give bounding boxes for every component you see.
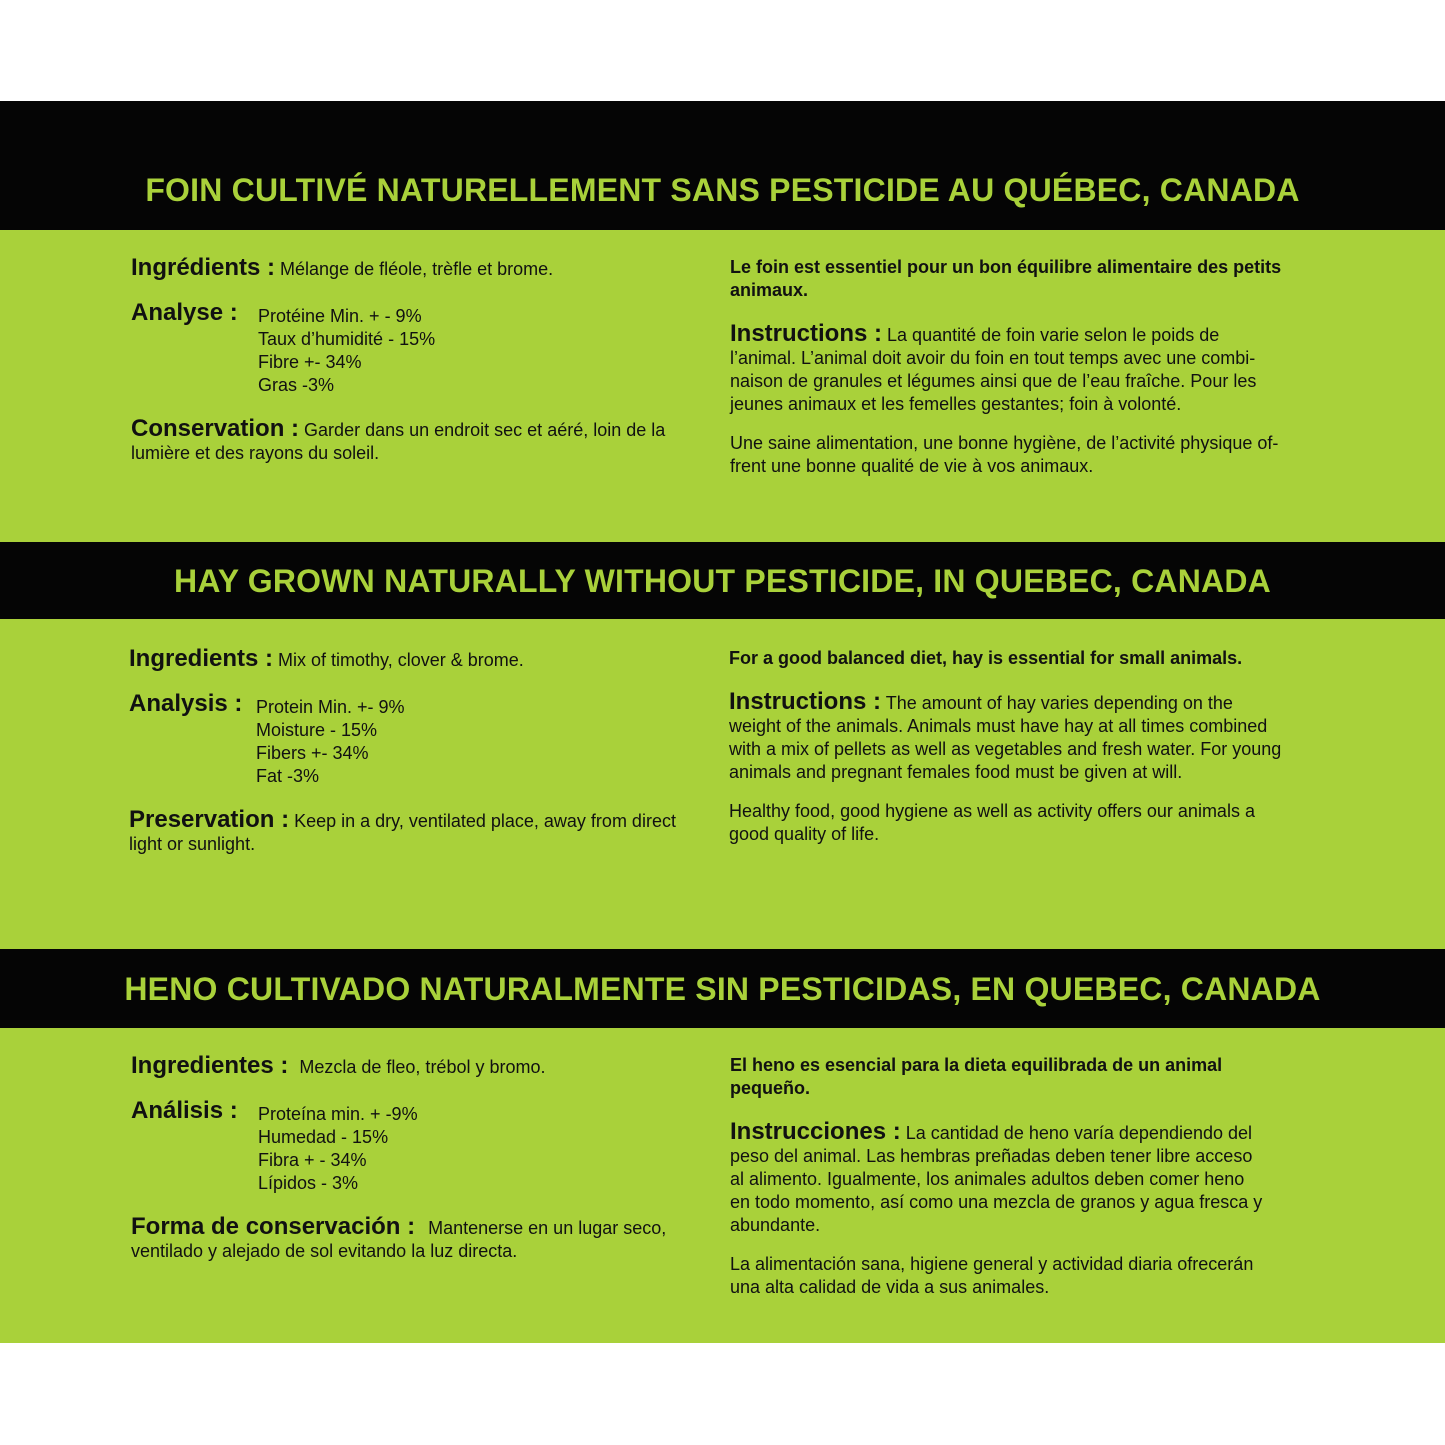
analysis-label: Análisis : — [131, 1097, 238, 1124]
analysis-list — [258, 305, 435, 397]
right-column-es — [730, 1054, 1330, 1299]
closing-line: Healthy food, good hygiene as well as activity offers our animals a — [729, 801, 1255, 821]
instructions-line: peso del animal. Las hembras preñadas deben tener libre acceso — [730, 1146, 1253, 1166]
ingredients-label: Ingredientes : — [131, 1052, 289, 1079]
intro-text — [730, 256, 1330, 302]
conservation-text: light or sunlight. — [129, 834, 256, 854]
intro-line: El heno es esencial para la dieta equilibrada de un animal — [730, 1055, 1223, 1075]
left-column-es — [131, 1054, 711, 1263]
analysis-list — [256, 696, 405, 788]
analysis-label: Analysis : — [129, 690, 243, 717]
ingredients-row — [131, 1054, 711, 1079]
instructions-line: en todo momento, así como una mezcla de granos y agua fresca y — [730, 1192, 1263, 1212]
ingredients-text: Mélange de fléole, trèfle et brome. — [280, 259, 554, 279]
analysis-item: Fibre +- 34% — [258, 352, 362, 372]
instructions-line: al alimento. Igualmente, los animales adultos deben comer heno — [730, 1169, 1245, 1189]
ingredients-row — [131, 256, 711, 281]
analysis-item: Moisture - 15% — [256, 720, 378, 740]
closing-line: una alta calidad de vida a sus animales. — [730, 1277, 1050, 1297]
intro-text — [730, 1054, 1330, 1100]
closing-line: frent une bonne qualité de vie à vos animaux. — [730, 456, 1094, 476]
instructions-line: jeunes animaux et les femelles gestantes; foin à volonté. — [730, 394, 1182, 414]
conservation-row — [131, 1215, 711, 1263]
instructions-text: La cantidad de heno varía dependiendo del — [905, 1123, 1253, 1143]
conservation-text: ventilado y alejado de sol evitando la luz directa. — [131, 1241, 518, 1261]
instructions-line: animals and pregnant females food must be given at will. — [729, 762, 1183, 782]
ingredients-row — [129, 647, 719, 672]
instructions-line: with a mix of pellets as well as vegetables and fresh water. For young — [729, 739, 1282, 759]
closing-line: Une saine alimentation, une bonne hygiène, de l’activité physique of- — [730, 433, 1279, 453]
conservation-label: Forma de conservación : — [131, 1213, 416, 1240]
instructions-block — [730, 1120, 1330, 1237]
conservation-text: Mantenerse en un lugar seco, — [428, 1218, 667, 1238]
analysis-row — [131, 1099, 711, 1193]
analysis-item: Lípidos - 3% — [258, 1173, 359, 1193]
closing-text — [729, 800, 1329, 846]
intro-line: pequeño. — [730, 1078, 810, 1098]
ingredients-label: Ingredients : — [129, 645, 274, 672]
section-title-en: HAY GROWN NATURALLY WITHOUT PESTICIDE, IN QUEBEC, CANADA — [174, 563, 1271, 599]
analysis-item: Fibra + - 34% — [258, 1150, 367, 1170]
conservation-row — [129, 808, 719, 856]
analysis-list — [258, 1103, 418, 1195]
analysis-item: Protéine Min. + - 9% — [258, 306, 422, 326]
conservation-text: Garder dans un endroit sec et aéré, loin de la — [304, 420, 666, 440]
analysis-item: Protein Min. +- 9% — [256, 697, 405, 717]
header-band-fr — [0, 101, 1445, 230]
instructions-text: The amount of hay varies depending on the — [885, 693, 1233, 713]
analysis-item: Fat -3% — [256, 766, 320, 786]
analysis-item: Humedad - 15% — [258, 1127, 389, 1147]
ingredients-label: Ingrédients : — [131, 254, 276, 281]
analysis-item: Gras -3% — [258, 375, 335, 395]
conservation-text: Keep in a dry, ventilated place, away from direct — [294, 811, 676, 831]
ingredients-text: Mix of timothy, clover & brome. — [278, 650, 524, 670]
analysis-row — [131, 301, 711, 395]
intro-line: animaux. — [730, 280, 809, 300]
instructions-label: Instructions : — [730, 320, 883, 347]
closing-text — [730, 432, 1330, 478]
section-title-es: HENO CULTIVADO NATURALMENTE SIN PESTICIDAS, EN QUEBEC, CANADA — [124, 971, 1321, 1007]
intro-line: Le foin est essentiel pour un bon équilibre alimentaire des petits — [730, 257, 1282, 277]
instructions-line: naison de granules et légumes ainsi que de l’eau fraîche. Pour les — [730, 371, 1257, 391]
intro-line: For a good balanced diet, hay is essential for small animals. — [729, 648, 1243, 668]
instructions-line: l’animal. L’animal doit avoir du foin en tout temps avec une combi- — [730, 348, 1256, 368]
analysis-item: Fibers +- 34% — [256, 743, 369, 763]
conservation-label: Conservation : — [131, 415, 300, 442]
left-column-en — [129, 647, 719, 856]
instructions-line: weight of the animals. Animals must have hay at all times combined — [729, 716, 1268, 736]
analysis-label: Analyse : — [131, 299, 238, 326]
left-column-fr — [131, 256, 711, 465]
instructions-block — [730, 322, 1330, 416]
conservation-text: lumière et des rayons du soleil. — [131, 443, 380, 463]
instructions-label: Instructions : — [729, 688, 882, 715]
section-title-fr: FOIN CULTIVÉ NATURELLEMENT SANS PESTICIDE AU QUÉBEC, CANADA — [145, 172, 1300, 208]
closing-line: good quality of life. — [729, 824, 880, 844]
closing-text — [730, 1253, 1330, 1299]
right-column-fr — [730, 256, 1330, 478]
analysis-item: Taux d’humidité - 15% — [258, 329, 436, 349]
conservation-label: Preservation : — [129, 806, 290, 833]
analysis-row — [129, 692, 719, 786]
instructions-label: Instrucciones : — [730, 1118, 901, 1145]
instructions-line: abundante. — [730, 1215, 821, 1235]
instructions-text: La quantité de foin varie selon le poids de — [887, 325, 1220, 345]
ingredients-text: Mezcla de fleo, trébol y bromo. — [299, 1057, 546, 1077]
intro-text — [729, 647, 1329, 670]
closing-line: La alimentación sana, higiene general y actividad diaria ofrecerán — [730, 1254, 1254, 1274]
instructions-block — [729, 690, 1329, 784]
conservation-row — [131, 417, 711, 465]
analysis-item: Proteína min. + -9% — [258, 1104, 418, 1124]
right-column-en — [729, 647, 1329, 846]
